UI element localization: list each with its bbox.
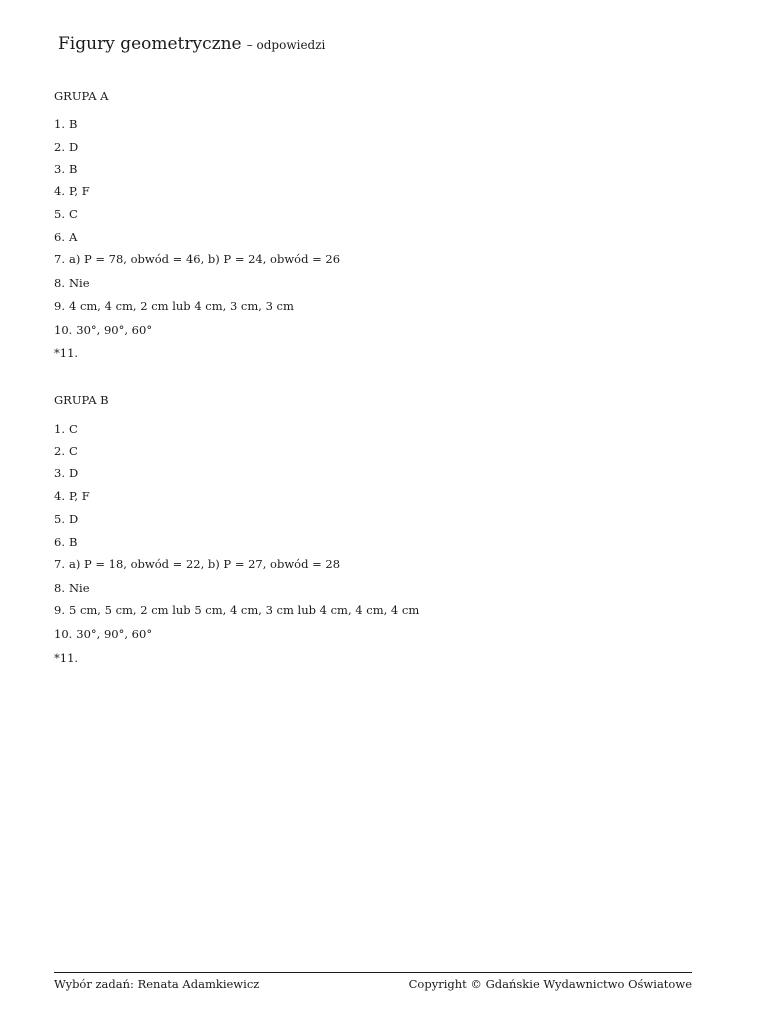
answer-text: C (68, 422, 78, 436)
answer-number: 10. (54, 323, 73, 337)
answer-number: 8. (54, 276, 65, 290)
group-b-heading: GRUPA B (54, 393, 109, 407)
answer-text: P, F (68, 489, 90, 503)
answer-item (54, 489, 90, 503)
answer-text: A (68, 230, 78, 244)
answer-item (54, 603, 419, 617)
answer-number: 5. (54, 512, 65, 526)
answer-number: *11. (54, 651, 79, 665)
footer-copyright: Copyright © Gdańskie Wydawnictwo Oświatowe (408, 977, 692, 991)
answer-item (54, 512, 78, 526)
answer-item (54, 117, 77, 131)
answer-number: *11. (54, 346, 79, 360)
answer-number: 1. (54, 422, 65, 436)
answer-number: 7. (54, 557, 65, 571)
page-title (58, 34, 325, 54)
answer-number: 7. (54, 252, 65, 266)
answer-item (54, 252, 340, 266)
answer-text: Nie (68, 581, 90, 595)
answer-number: 9. (54, 603, 65, 617)
footer-divider (54, 972, 692, 973)
answer-text: C (68, 207, 78, 221)
title-main: Figury geometryczne (58, 34, 242, 54)
answer-item (54, 627, 152, 641)
answer-number: 10. (54, 627, 73, 641)
answer-item (54, 299, 294, 313)
answer-number: 2. (54, 444, 65, 458)
answer-number: 8. (54, 581, 65, 595)
answer-text: B (68, 117, 78, 131)
answer-item (54, 535, 77, 549)
answer-number: 1. (54, 117, 65, 131)
answer-text: D (68, 512, 79, 526)
answer-number: 3. (54, 466, 65, 480)
answer-item (54, 207, 78, 221)
answer-item (54, 162, 77, 176)
answer-item (54, 557, 340, 571)
footer-author: Wybór zadań: Renata Adamkiewicz (54, 977, 260, 991)
answer-item (54, 466, 78, 480)
answer-text: 4 cm, 4 cm, 2 cm lub 4 cm, 3 cm, 3 cm (68, 299, 294, 313)
answer-number: 3. (54, 162, 65, 176)
answer-number: 2. (54, 140, 65, 154)
answer-text: B (68, 535, 78, 549)
answer-number: 5. (54, 207, 65, 221)
answer-item (54, 444, 78, 458)
answer-number: 4. (54, 489, 65, 503)
answer-text: P, F (68, 184, 90, 198)
answer-item (54, 184, 90, 198)
answer-text: Nie (68, 276, 90, 290)
group-a-heading: GRUPA A (54, 89, 109, 103)
answer-item (54, 230, 77, 244)
answer-number: 4. (54, 184, 65, 198)
answer-text: a) P = 18, obwód = 22, b) P = 27, obwód = 28 (68, 557, 341, 571)
answer-text: 30°, 90°, 60° (76, 323, 153, 337)
title-subtitle: – odpowiedzi (246, 38, 326, 52)
answer-item (54, 581, 90, 595)
answer-number: 6. (54, 535, 65, 549)
answer-text: D (68, 466, 79, 480)
answer-text: a) P = 78, obwód = 46, b) P = 24, obwód = 26 (68, 252, 341, 266)
answer-item (54, 422, 78, 436)
answer-number: 6. (54, 230, 65, 244)
answer-text: 30°, 90°, 60° (76, 627, 153, 641)
answer-text: D (68, 140, 79, 154)
answer-text: B (68, 162, 78, 176)
answer-item (54, 346, 82, 360)
answer-item (54, 651, 82, 665)
answer-text: 5 cm, 5 cm, 2 cm lub 5 cm, 4 cm, 3 cm lub 4 cm, 4 cm, 4 cm (68, 603, 420, 617)
answer-item (54, 323, 152, 337)
answer-text: C (68, 444, 78, 458)
answer-number: 9. (54, 299, 65, 313)
answer-item (54, 140, 78, 154)
answer-item (54, 276, 90, 290)
